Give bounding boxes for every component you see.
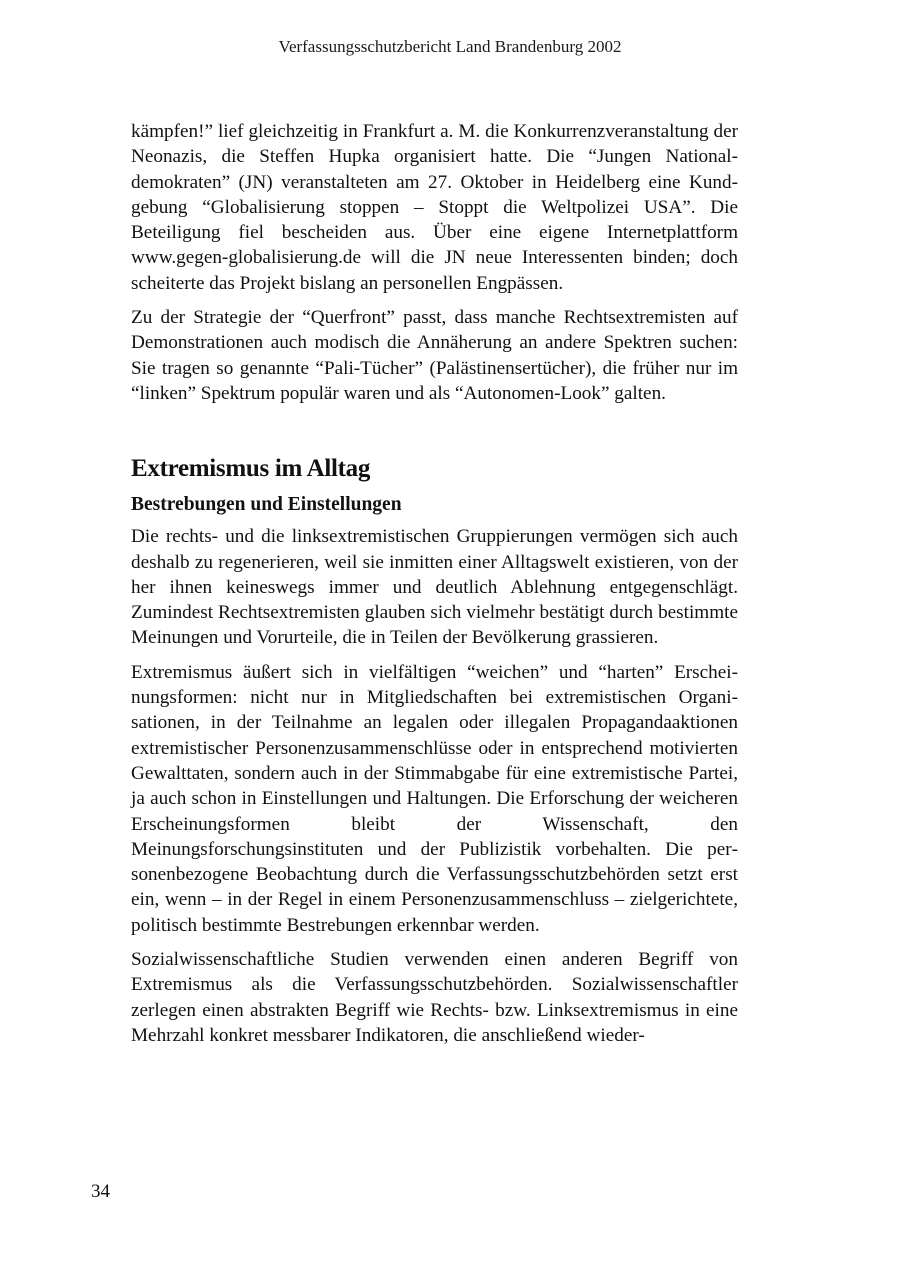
paragraph-sozialwissenschaft: Sozialwissenschaftliche Studien verwenden einen anderen Begriff von Extremismus als die Verfassungsschutzbehörden. Sozialwissenschaftler zerlegen einen abstrakten Begriff wie Rechts- bzw. Linksextremismus in eine Mehrzahl konkret messbarer Indikatoren, die anschließend wieder- [131, 949, 738, 1046]
paragraph-globalisierung: kämpfen!” lief gleichzeitig in Frankfurt a. M. die Konkurrenzveranstaltung der Neonazis, die Steffen Hupka organisiert hatte. Die “Jungen Nationaldemokraten” (JN) veranstalteten am 27. Oktober in Heidelberg eine Kundgebung “Globalisierung stoppen – Stoppt die Weltpolizei USA”. Die Beteiligung fiel bescheiden aus. Über eine eigene Internetplattform www.gegen-globalisierung.de will die JN neue Interessenten binden; doch scheiterte das Projekt bislang an personellen Engpässen. [131, 121, 738, 294]
paragraph-regeneration: Die rechts- und die linksextremistischen Gruppierungen vermögen sich auch deshalb zu regenerieren, weil sie inmitten einer Alltagswelt existieren, von der her ihnen keineswegs immer und deutlich Ablehnung entgegenschlägt. Zumindest Rechtsextremisten glauben sich vielmehr bestätigt durch bestimmte Meinungen und Vorurteile, die in Teilen der Bevölkerung grassieren. [131, 526, 738, 649]
paragraph-querfront: Zu der Strategie der “Querfront” passt, dass manche Rechtsextremisten auf Demonstrationen auch modisch die Annäherung an andere Spektren suchen: Sie tragen so genannte “Pali-Tücher” (Palästinensertücher), die früher nur im “linken” Spektrum populär waren und als “Autonomen-Look” galten. [131, 307, 738, 404]
section-heading: Extremismus im Alltag [131, 455, 371, 483]
page-body [131, 119, 738, 1057]
section-subheading: Bestrebungen und Einstellungen [131, 494, 402, 516]
running-header: Verfassungsschutzbericht Land Brandenburg 2002 [278, 37, 622, 56]
page-number: 34 [91, 1181, 110, 1202]
paragraph-erscheinungsformen: Extremismus äußert sich in vielfältigen “weichen” und “harten” Erscheinungsformen: nicht nur in Mitgliedschaften bei extremistischen Organisationen, in der Teilnahme an legalen oder illegalen Propagandaaktionen extremistischer Personenzusammenschlüsse oder in entsprechend motivierten Gewalttaten, sondern auch in der Stimmabgabe für eine extremistische Partei, ja auch schon in Einstellungen und Haltungen. Die Erforschung der weicheren Erscheinungsformen bleibt der Wissenschaft, den Meinungsforschungsinstituten und der Publizistik vorbehalten. Die personenbezogene Beobachtung durch die Verfassungsschutzbehörden setzt erst ein, wenn – in der Regel in einem Personenzusammenschluss – zielgerichtete, politisch bestimmte Bestrebungen erkennbar werden. [131, 661, 738, 936]
